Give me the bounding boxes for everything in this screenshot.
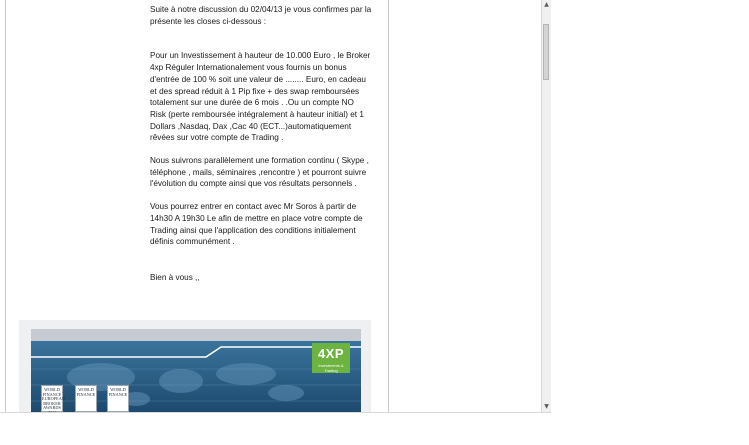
email-paragraph-offer: Pour un Investissement à hauteur de 10.000 Euro , le Broker 4xp Réguler Internationalement vous fournis un bonus d'entrée de 100 % soit une valeur de ........ Euro, en cadeau et des spread réduit à 1 Pip fixe + des swap remboursées totalement sur une durée de 6 mois . .Ou un compte NO Risk (perte remboursée intégralement à hauteur initial) et 1 Dollars ,Nasdaq, Dax ,Cac 40 (ECT...)automatiquement rêvées sur votre compte de Trading . xyxy=(150,51,371,143)
logo-tagline: Investments & Trading xyxy=(318,363,344,373)
scroll-thumb[interactable] xyxy=(543,24,549,80)
vertical-scrollbar[interactable] xyxy=(541,0,551,412)
email-body xyxy=(150,4,372,284)
scroll-up-icon[interactable]: ▲ xyxy=(544,1,549,8)
award-badge-3-text: WORLD FINANCE xyxy=(108,387,128,397)
award-badge-3 xyxy=(107,385,129,412)
bottom-border xyxy=(0,412,551,423)
email-paragraph-contact: Vous pourrez entrer en contact avec Mr Soros à partir de 14h30 A 19h30 Le afin de mettre en place votre compte de Trading ainsi que l'application des conditions initialement définis communément . xyxy=(150,202,363,247)
award-badge-1-text: WORLD FINANCE EUROPEAN BROKER AWARDS xyxy=(42,387,65,411)
scroll-down-icon[interactable]: ▼ xyxy=(544,403,549,410)
email-paragraph-intro: Suite à notre discussion du 02/04/13 je vous confirmes par la présente les closes ci-dessous : xyxy=(150,5,372,26)
email-signoff: Bien à vous ,, xyxy=(150,272,200,282)
award-badge-2 xyxy=(75,385,97,412)
4xp-logo xyxy=(312,343,350,373)
award-badge-2-text: WORLD FINANCE xyxy=(76,387,96,397)
logo-text: 4XP xyxy=(317,346,345,361)
award-badge-1 xyxy=(41,385,63,412)
email-paragraph-training: Nous suivrons parallèlement une formation continu ( Skype , téléphone , mails, séminaires ,rencontre ) et pourront suivre l'évolution du compte ainsi que vos résultats personnels . xyxy=(150,156,369,189)
